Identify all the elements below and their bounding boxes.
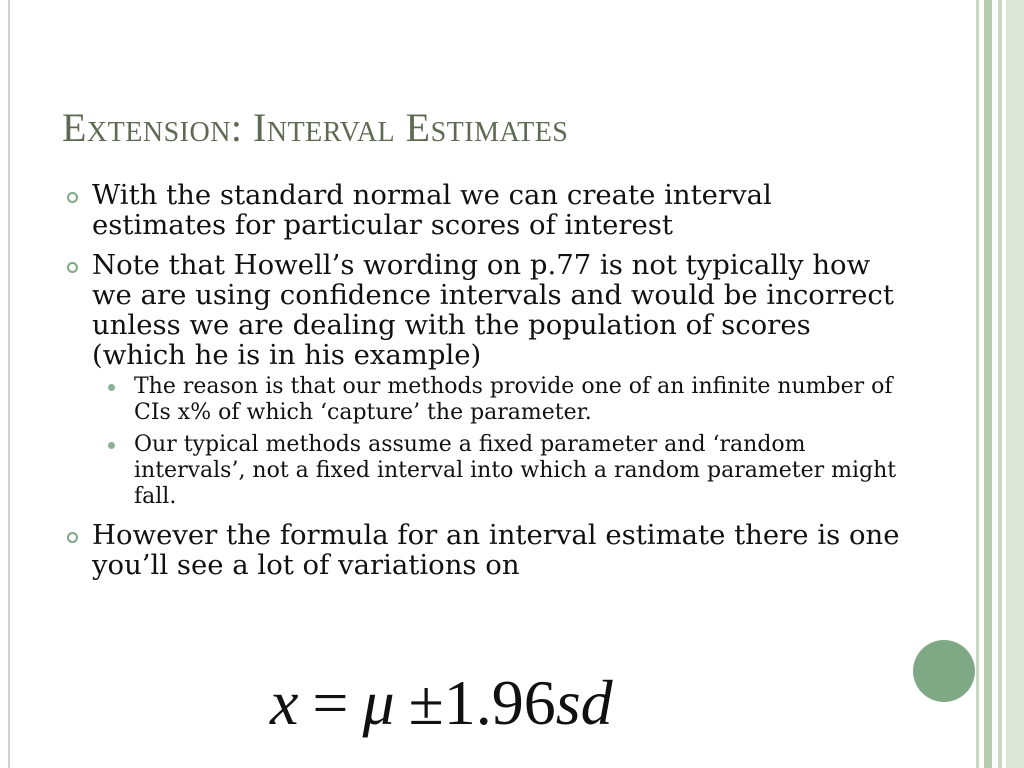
bullet-text: Note that Howell’s wording on p.77 is not typically how we are using confidence intervals and would be incorrect unless we are dealing with the population of scores (which he is in his example) xyxy=(92,249,894,371)
bullet-dot-icon xyxy=(108,442,115,449)
formula-number: 1.96 xyxy=(443,667,556,738)
slide-content xyxy=(64,180,904,590)
formula-mu: μ xyxy=(362,667,395,738)
bullet-text: With the standard normal we can create interval estimates for particular scores of interest xyxy=(92,179,772,241)
right-decorative-bars xyxy=(976,0,1024,768)
formula-x: x xyxy=(270,667,299,738)
bullet-ring-icon xyxy=(67,192,78,203)
decorative-circle xyxy=(913,640,975,702)
bullet-item xyxy=(64,180,904,240)
bullet-ring-icon xyxy=(67,262,78,273)
decor-bar xyxy=(998,0,1002,768)
bullet-text: However the formula for an interval estimate there is one you’ll see a lot of variations on xyxy=(92,519,900,581)
formula-sd: sd xyxy=(555,667,613,738)
bullet-item xyxy=(64,520,904,580)
decor-bar xyxy=(1006,0,1024,768)
left-decorative-line xyxy=(8,0,10,768)
sub-bullet-text: The reason is that our methods provide one of an infinite number of CIs x% of which ‘capture’ the parameter. xyxy=(134,374,893,425)
formula xyxy=(270,666,613,740)
bullet-dot-icon xyxy=(108,384,115,391)
sub-bullet-text: Our typical methods assume a fixed parameter and ‘random intervals’, not a fixed interval into which a random parameter might fall. xyxy=(134,432,897,509)
bullet-ring-icon xyxy=(67,532,78,543)
slide-title: Extension: Interval Estimates xyxy=(62,105,569,150)
formula-equals: = xyxy=(312,667,349,738)
decor-bar xyxy=(984,0,992,768)
bullet-item xyxy=(64,250,904,370)
sub-bullet-list xyxy=(64,374,904,510)
sub-bullet-item xyxy=(64,374,904,426)
decor-bar xyxy=(976,0,979,768)
sub-bullet-item xyxy=(64,432,904,510)
formula-plus-minus: ± xyxy=(408,667,444,738)
